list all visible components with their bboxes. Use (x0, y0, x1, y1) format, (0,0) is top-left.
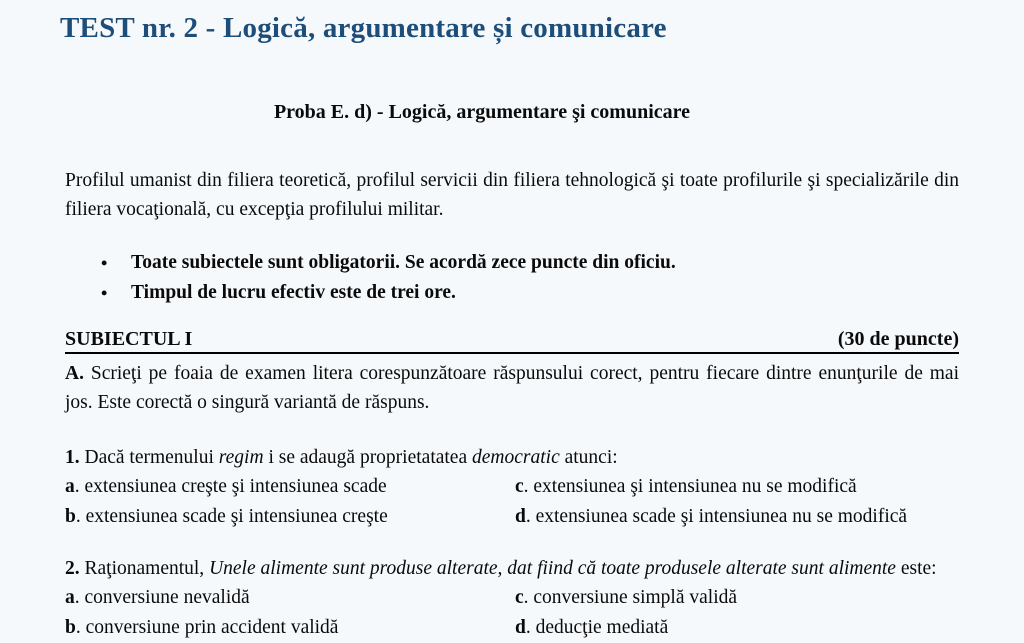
list-item (65, 278, 959, 308)
question-1-stem (65, 443, 959, 472)
question-number: 2. (65, 558, 80, 579)
instruction-text: Toate subiectele sunt obligatorii. Se acordă zece puncte din oficiu. (131, 252, 676, 273)
option-text: . extensiunea scade şi intensiunea nu se modifică (525, 506, 908, 527)
question-number: 1. (65, 447, 80, 468)
stem-premise: Unele alimente sunt produse alterate, dat fiind că toate produsele alterate sunt alimente (209, 558, 896, 579)
option-text: . deducţie mediată (525, 617, 669, 638)
page-title: TEST nr. 2 - Logică, argumentare și comunicare (60, 12, 667, 44)
bullet-icon: • (101, 283, 108, 303)
bullet-icon: • (101, 253, 108, 273)
option-b (65, 502, 515, 532)
section-heading-row (65, 328, 959, 354)
section-heading: SUBIECTUL I (65, 328, 193, 350)
stem-text: i se adaugă proprietatatea (263, 447, 472, 468)
document-body (65, 101, 959, 643)
instructions-list (65, 248, 959, 308)
option-letter: b (65, 506, 76, 527)
option-text: . extensiunea şi intensiunea nu se modifică (523, 476, 857, 497)
option-d (515, 502, 959, 532)
option-letter: d (515, 506, 526, 527)
option-text: . extensiunea creşte şi intensiunea scade (74, 476, 387, 497)
question-2 (65, 554, 959, 643)
option-letter: c (515, 587, 524, 608)
option-letter: c (515, 476, 524, 497)
part-a-instructions (65, 359, 959, 417)
option-text: . conversiune nevalidă (74, 587, 250, 608)
question-2-stem (65, 554, 959, 583)
option-b (65, 613, 515, 643)
stem-text: Dacă termenului (79, 447, 219, 468)
option-c (515, 472, 959, 502)
test-document-page (0, 12, 1024, 639)
stem-text: Raţionamentul, (79, 558, 210, 579)
profile-intro-paragraph: Profilul umanist din filiera teoretică, profilul servicii din filiera tehnologică şi toate profilurile şi specializările din filiera vocaţională, cu excepţia profilului militar. (65, 170, 959, 220)
option-text: . extensiunea scade şi intensiunea creşte (75, 506, 388, 527)
list-item (65, 248, 959, 278)
stem-text: este: (895, 558, 937, 579)
exam-subtitle: Proba E. d) - Logică, argumentare şi comunicare (273, 101, 691, 123)
question-1 (65, 443, 959, 532)
option-a (65, 472, 515, 502)
option-text: . conversiune prin accident validă (75, 617, 339, 638)
stem-term: democratic (472, 447, 560, 468)
option-d (515, 613, 959, 643)
stem-term: regim (218, 447, 264, 468)
option-text: . conversiune simplă validă (523, 587, 738, 608)
instruction-text: Timpul de lucru efectiv este de trei ore. (131, 282, 456, 303)
option-letter: a (65, 476, 75, 497)
stem-text: atunci: (559, 447, 618, 468)
option-letter: b (65, 617, 76, 638)
part-a-label: A. (65, 363, 84, 384)
option-a (65, 583, 515, 613)
part-a-text: Scrieţi pe foaia de examen litera corespunzătoare răspunsului corect, pentru fiecare dintre enunţurile de mai jos. Este corectă o singură variantă de răspuns. (65, 363, 959, 413)
option-c (515, 583, 959, 613)
question-1-options (65, 472, 959, 532)
option-letter: d (515, 617, 526, 638)
section-points: (30 de puncte) (837, 328, 959, 350)
question-2-options (65, 583, 959, 643)
option-letter: a (65, 587, 75, 608)
